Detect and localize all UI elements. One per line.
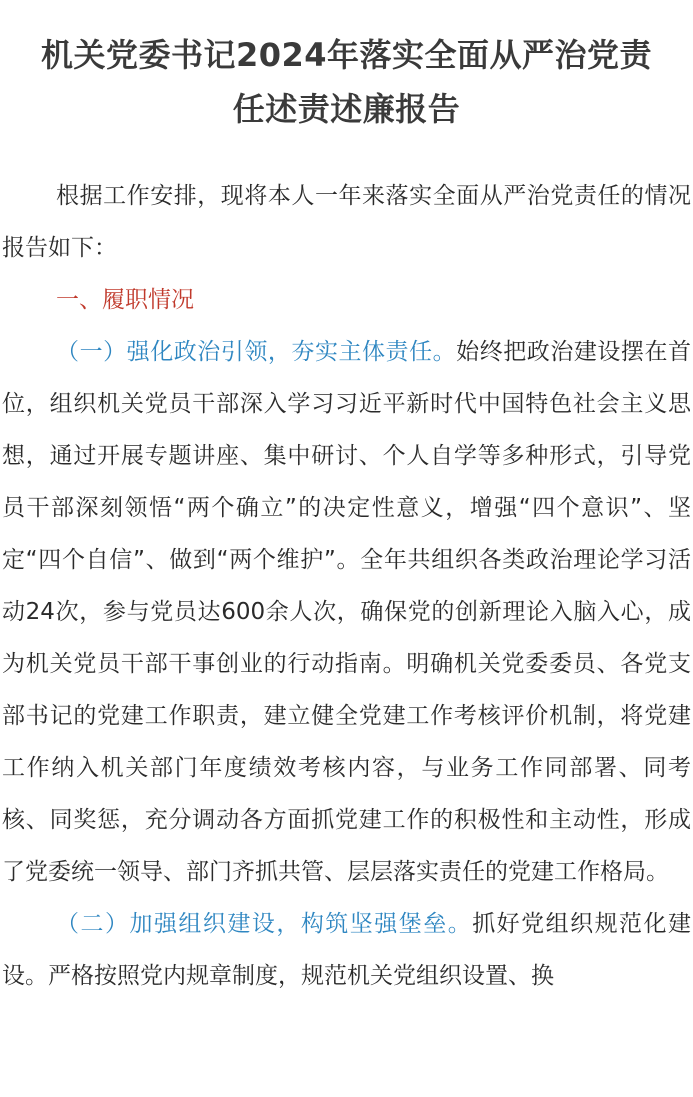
- item-2-paragraph: [0, 898, 693, 1002]
- intro-paragraph: 根据工作安排，现将本人一年来落实全面从严治党责任的情况报告如下：: [2, 183, 691, 261]
- item-1-heading: （一）强化政治引领，夯实主体责任。: [56, 339, 457, 365]
- page-title: [0, 28, 693, 136]
- item-2-heading: （二）加强组织建设，构筑坚强堡垒。: [56, 911, 473, 937]
- section-heading: [0, 274, 693, 326]
- item-1-paragraph: [0, 326, 693, 898]
- item-2-body: 抓好党组织规范化建设。严格按照党内规章制度，规范机关党组织设置、换: [2, 911, 692, 989]
- title-line-1: 机关党委书记2024年落实全面从严治党责: [40, 36, 653, 74]
- section-1-heading: 一、履职情况: [56, 287, 195, 313]
- item-1-body: 始终把政治建设摆在首位，组织机关党员干部深入学习习近平新时代中国特色社会主义思想，通过开展专题讲座、集中研讨、个人自学等多种形式，引导党员干部深刻领悟“两个确立”的决定性意义，增强“四个意识”、坚定“四个自信”、做到“两个维护”。全年共组织各类政治理论学习活动24次，参与党员达600余人次，确保党的创新理论入脑入心，成为机关党员干部干事创业的行动指南。明确机关党委委员、各党支部书记的党建工作职责，建立健全党建工作考核评价机制，将党建工作纳入机关部门年度绩效考核内容，与业务工作同部署、同考核、同奖惩，充分调动各方面抓党建工作的积极性和主动性，形成了党委统一领导、部门齐抓共管、层层落实责任的党建工作格局。: [2, 339, 692, 885]
- title-line-2: 任述责述廉报告: [232, 90, 461, 128]
